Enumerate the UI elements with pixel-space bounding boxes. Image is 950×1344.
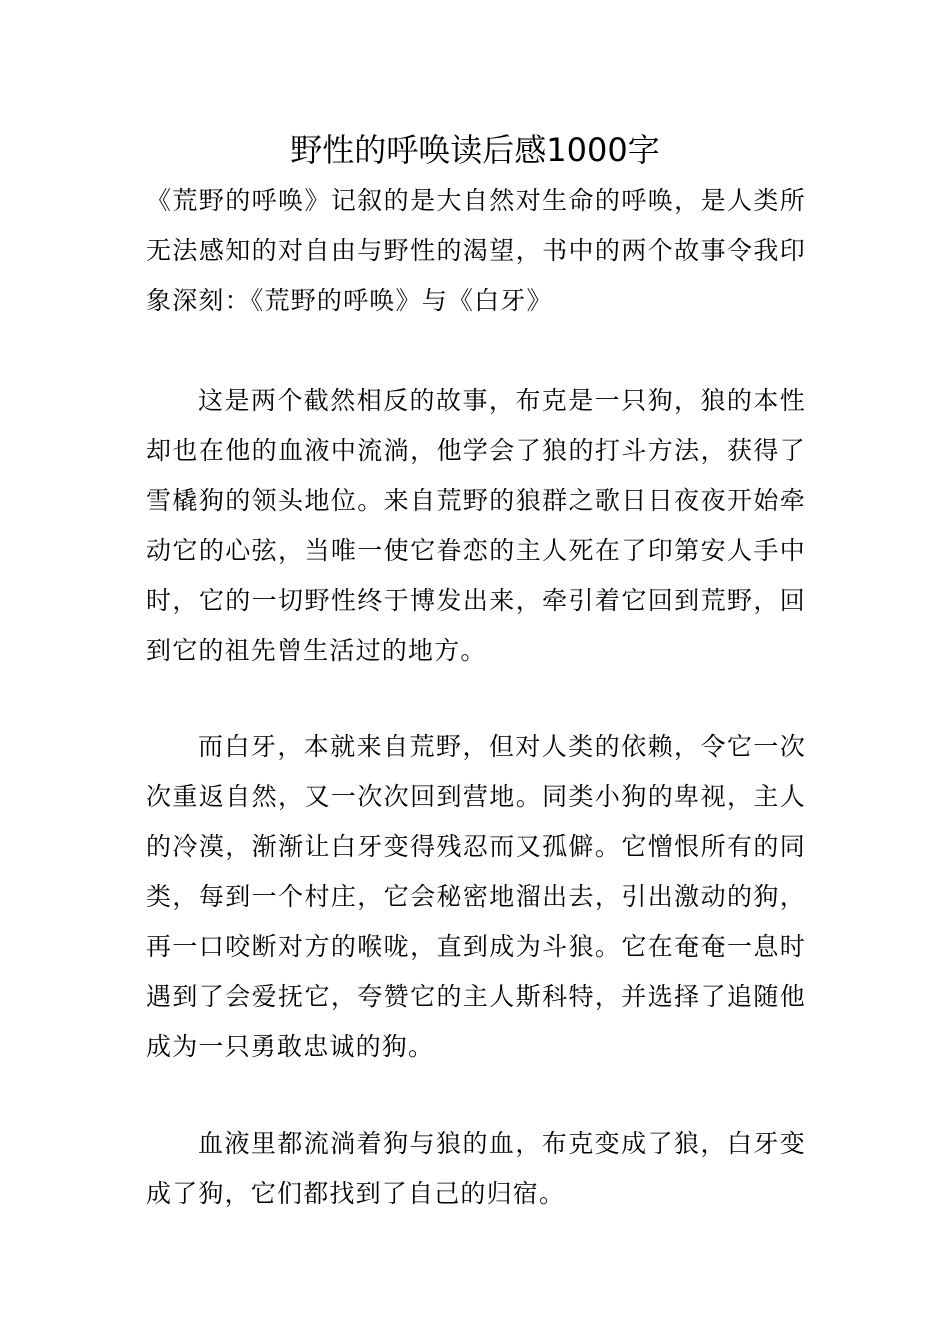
document-title: 野性的呼唤读后感1000字: [290, 131, 660, 169]
paragraph-intro: 《荒野的呼唤》记叙的是大自然对生命的呼唤，是人类所无法感知的对自由与野性的渴望，书中的两个故事令我印象深刻：《荒野的呼唤》与《白牙》: [146, 186, 806, 315]
paragraph-buck: 这是两个截然相反的故事，布克是一只狗，狼的本性却也在他的血液中流淌，他学会了狼的打斗方法，获得了雪橇狗的领头地位。来自荒野的狼群之歌日日夜夜开始牵动它的心弦，当唯一使它眷恋的主人死在了印第安人手中时，它的一切野性终于博发出来，牵引着它回到荒野，回到它的祖先曾生活过的地方。: [146, 386, 806, 665]
paragraph-conclusion: 血液里都流淌着狗与狼的血，布克变成了狼，白牙变成了狗，它们都找到了自己的归宿。: [146, 1129, 806, 1208]
paragraph-white-fang: 而白牙，本就来自荒野，但对人类的依赖，令它一次次重返自然，又一次次回到营地。同类小狗的卑视，主人的冷漠，渐渐让白牙变得残忍而又孤僻。它憎恨所有的同类，每到一个村庄，它会秘密地溜出去，引出激动的狗，再一口咬断对方的喉咙，直到成为斗狼。它在奄奄一息时遇到了会爱抚它，夸赞它的主人斯科特，并选择了追随他成为一只勇敢忠诚的狗。: [146, 732, 806, 1061]
